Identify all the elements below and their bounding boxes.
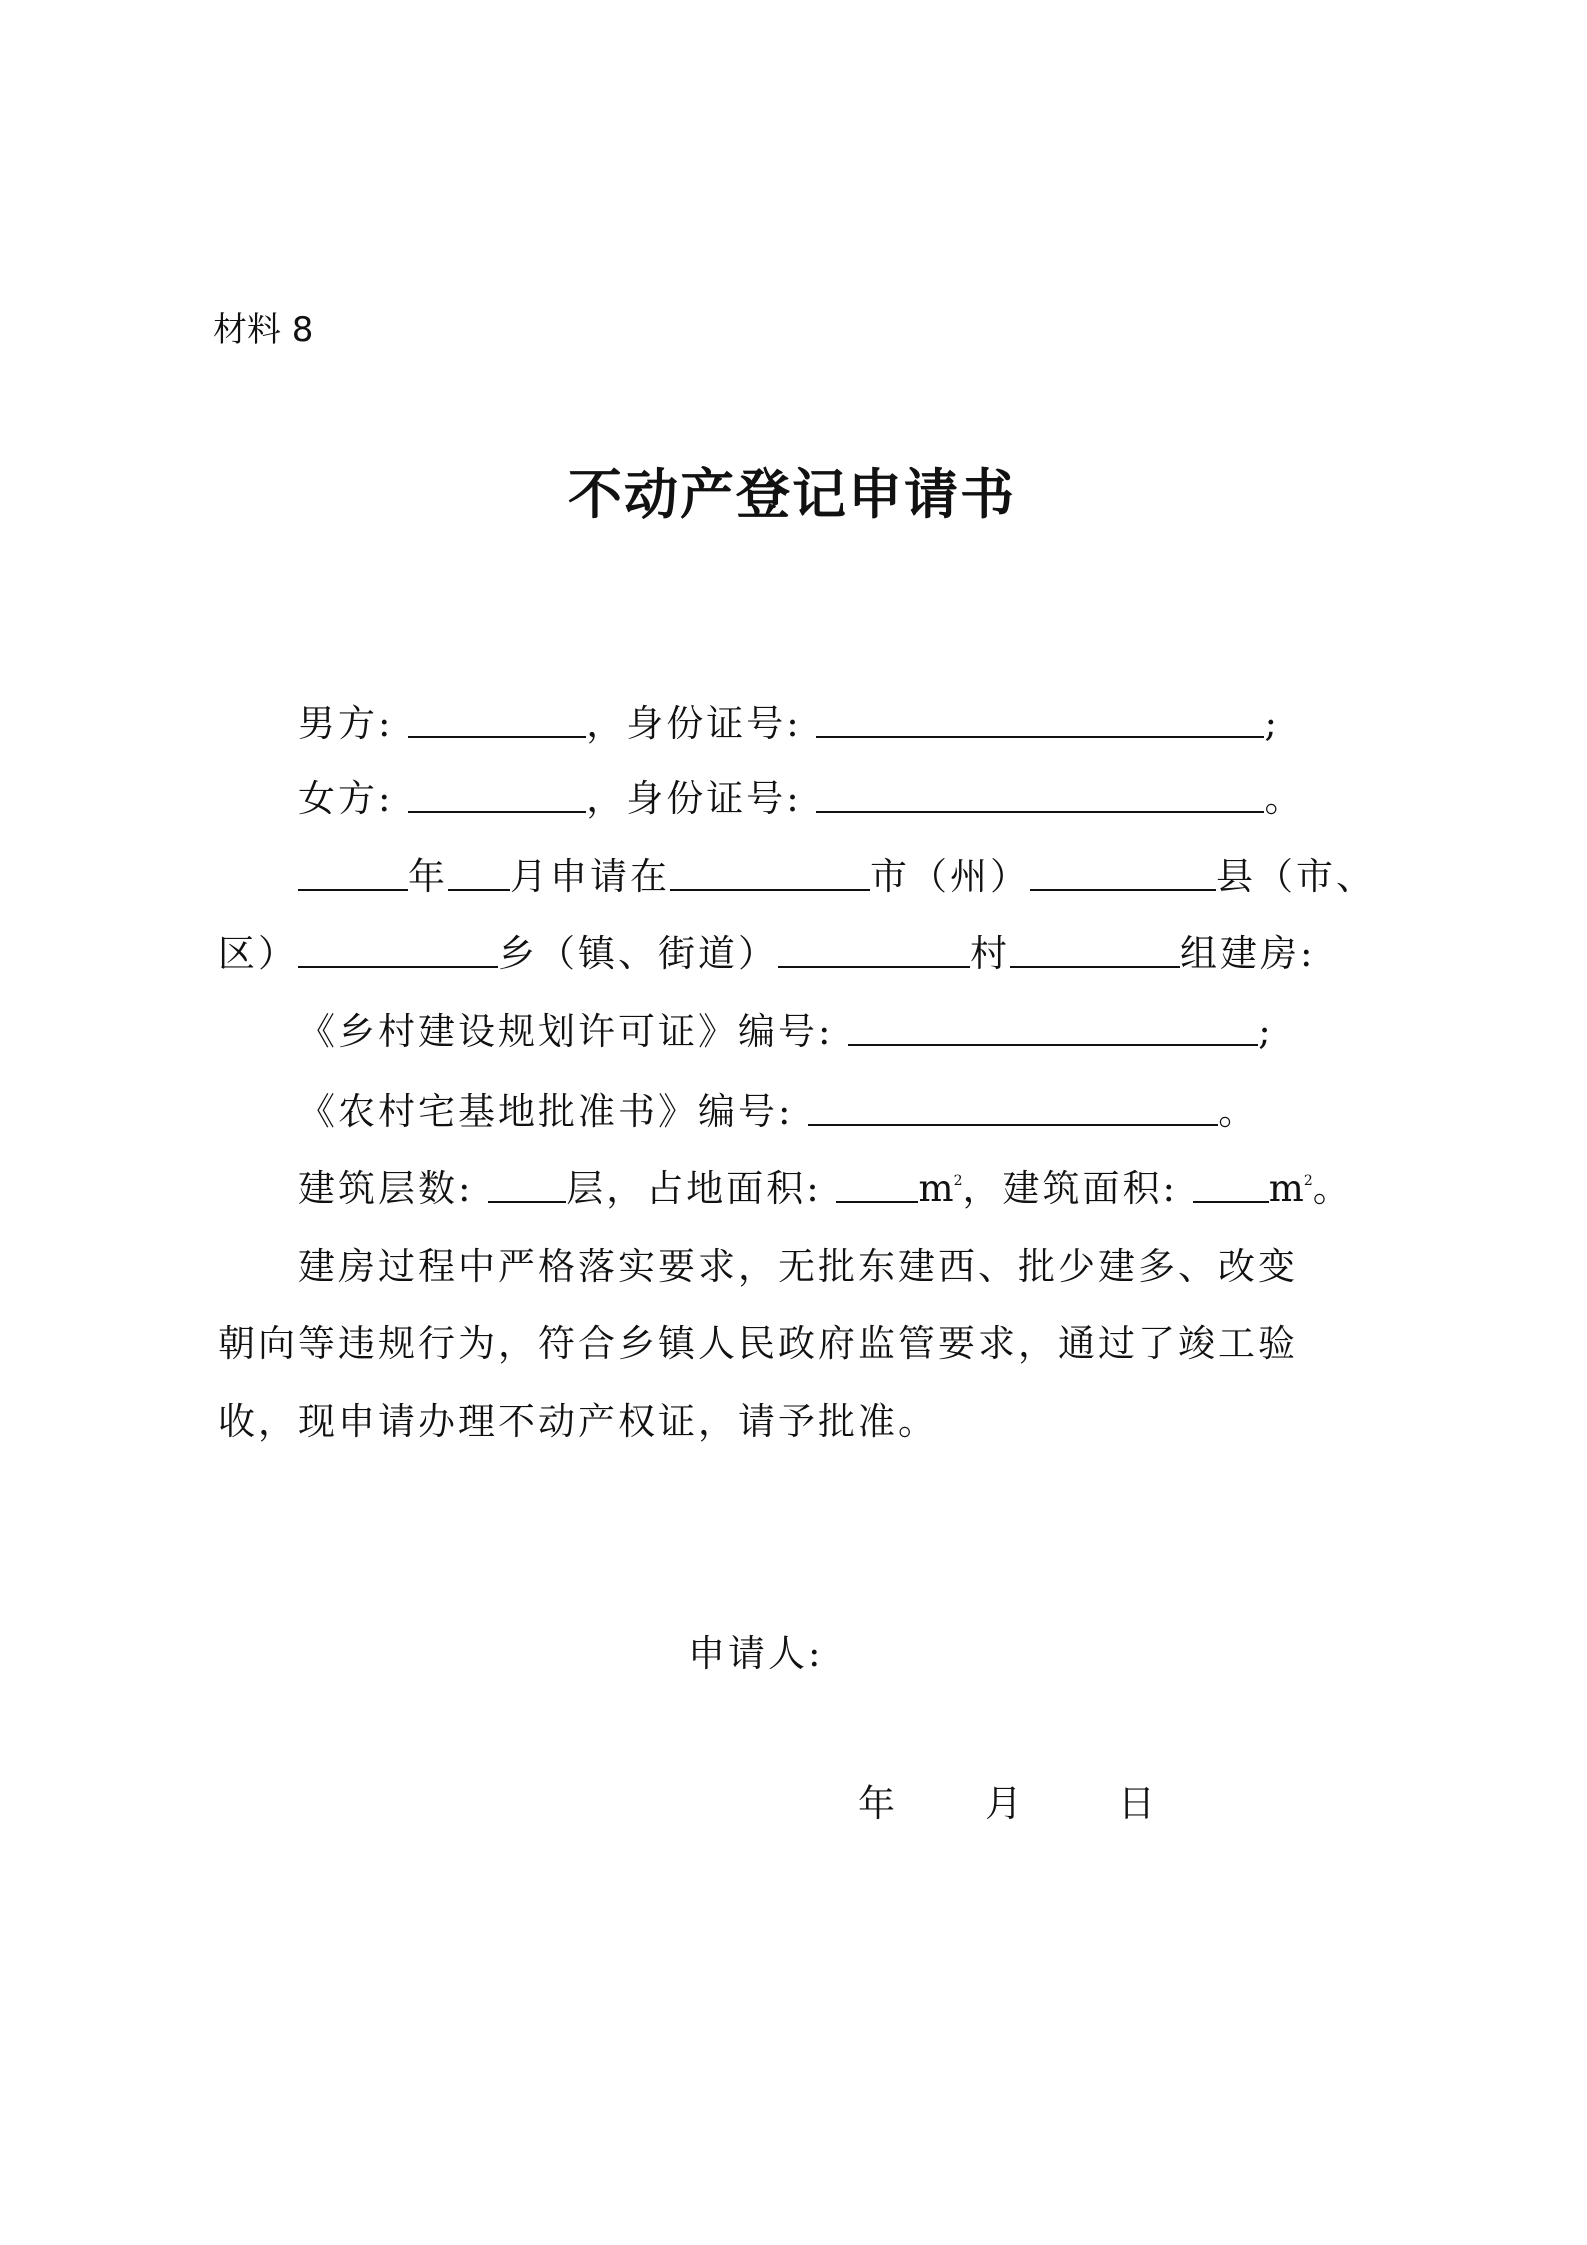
date-year-label: 年 [858,1782,898,1825]
permit-line [298,1010,1274,1053]
location-line-2 [218,932,1316,975]
period: 。 [1218,1090,1259,1133]
city-blank[interactable] [670,859,870,891]
female-id-label: 身份证号: [626,777,802,820]
month-blank[interactable] [448,859,510,891]
paragraph-line-1: 建房过程中严格落实要求，无批东建西、批少建多、改变 [298,1245,1298,1288]
date-month-label: 月 [985,1782,1025,1825]
year-label: 年 [408,855,448,898]
female-label: 女方: [298,777,394,820]
township-blank[interactable] [778,936,970,968]
semicolon: ; [1264,702,1280,745]
build-area-unit: m [1268,1167,1304,1210]
approval-line [298,1090,1259,1133]
paragraph-line-3: 收，现申请办理不动产权证，请予批准。 [218,1400,938,1443]
township-label: 乡（镇、街道） [498,932,778,975]
approval-number-blank[interactable] [808,1094,1218,1126]
paragraph-line-2: 朝向等违规行为，符合乡镇人民政府监管要求，通过了竣工验 [218,1322,1298,1365]
county-label: 县（市、 [1216,855,1376,898]
district-blank[interactable] [298,936,498,968]
floors-unit-label: 层，占地面积: [566,1167,822,1210]
floors-label: 建筑层数: [298,1167,474,1210]
land-area-blank[interactable] [836,1171,918,1203]
female-line [298,777,1305,820]
female-name-blank[interactable] [408,781,586,813]
male-id-label: 身份证号: [626,702,802,745]
location-line-1 [298,855,1376,898]
build-area-blank[interactable] [1193,1171,1269,1203]
city-label: 市（州） [870,855,1030,898]
floors-blank[interactable] [488,1171,566,1203]
female-id-blank[interactable] [816,781,1264,813]
group-build-label: 组建房: [1180,932,1316,975]
village-label: 村 [970,932,1010,975]
build-area-sup: 2 [1303,1173,1313,1189]
year-blank[interactable] [298,859,408,891]
comma: ， [586,702,627,745]
approval-label: 《农村宅基地批准书》编号: [298,1090,794,1133]
end-period: 。 [1312,1167,1353,1210]
build-area-label: ，建筑面积: [962,1167,1178,1210]
semicolon: ; [1258,1010,1274,1053]
male-line [298,702,1280,745]
group-blank[interactable] [1010,936,1180,968]
permit-number-blank[interactable] [848,1014,1258,1046]
applicant-label: 申请人: [688,1632,824,1675]
male-id-blank[interactable] [816,706,1264,738]
material-label: 材料 8 [213,310,314,350]
building-stats-line [298,1167,1353,1210]
district-label: 区） [218,932,298,975]
month-apply-label: 月申请在 [510,855,670,898]
male-name-blank[interactable] [408,706,586,738]
land-area-unit: m [918,1167,954,1210]
comma: ， [586,777,627,820]
county-blank[interactable] [1030,859,1216,891]
period: 。 [1264,777,1305,820]
land-area-sup: 2 [953,1173,963,1189]
document-title: 不动产登记申请书 [568,463,1016,526]
date-day-label: 日 [1118,1782,1158,1825]
male-label: 男方: [298,702,394,745]
permit-label: 《乡村建设规划许可证》编号: [298,1010,834,1053]
